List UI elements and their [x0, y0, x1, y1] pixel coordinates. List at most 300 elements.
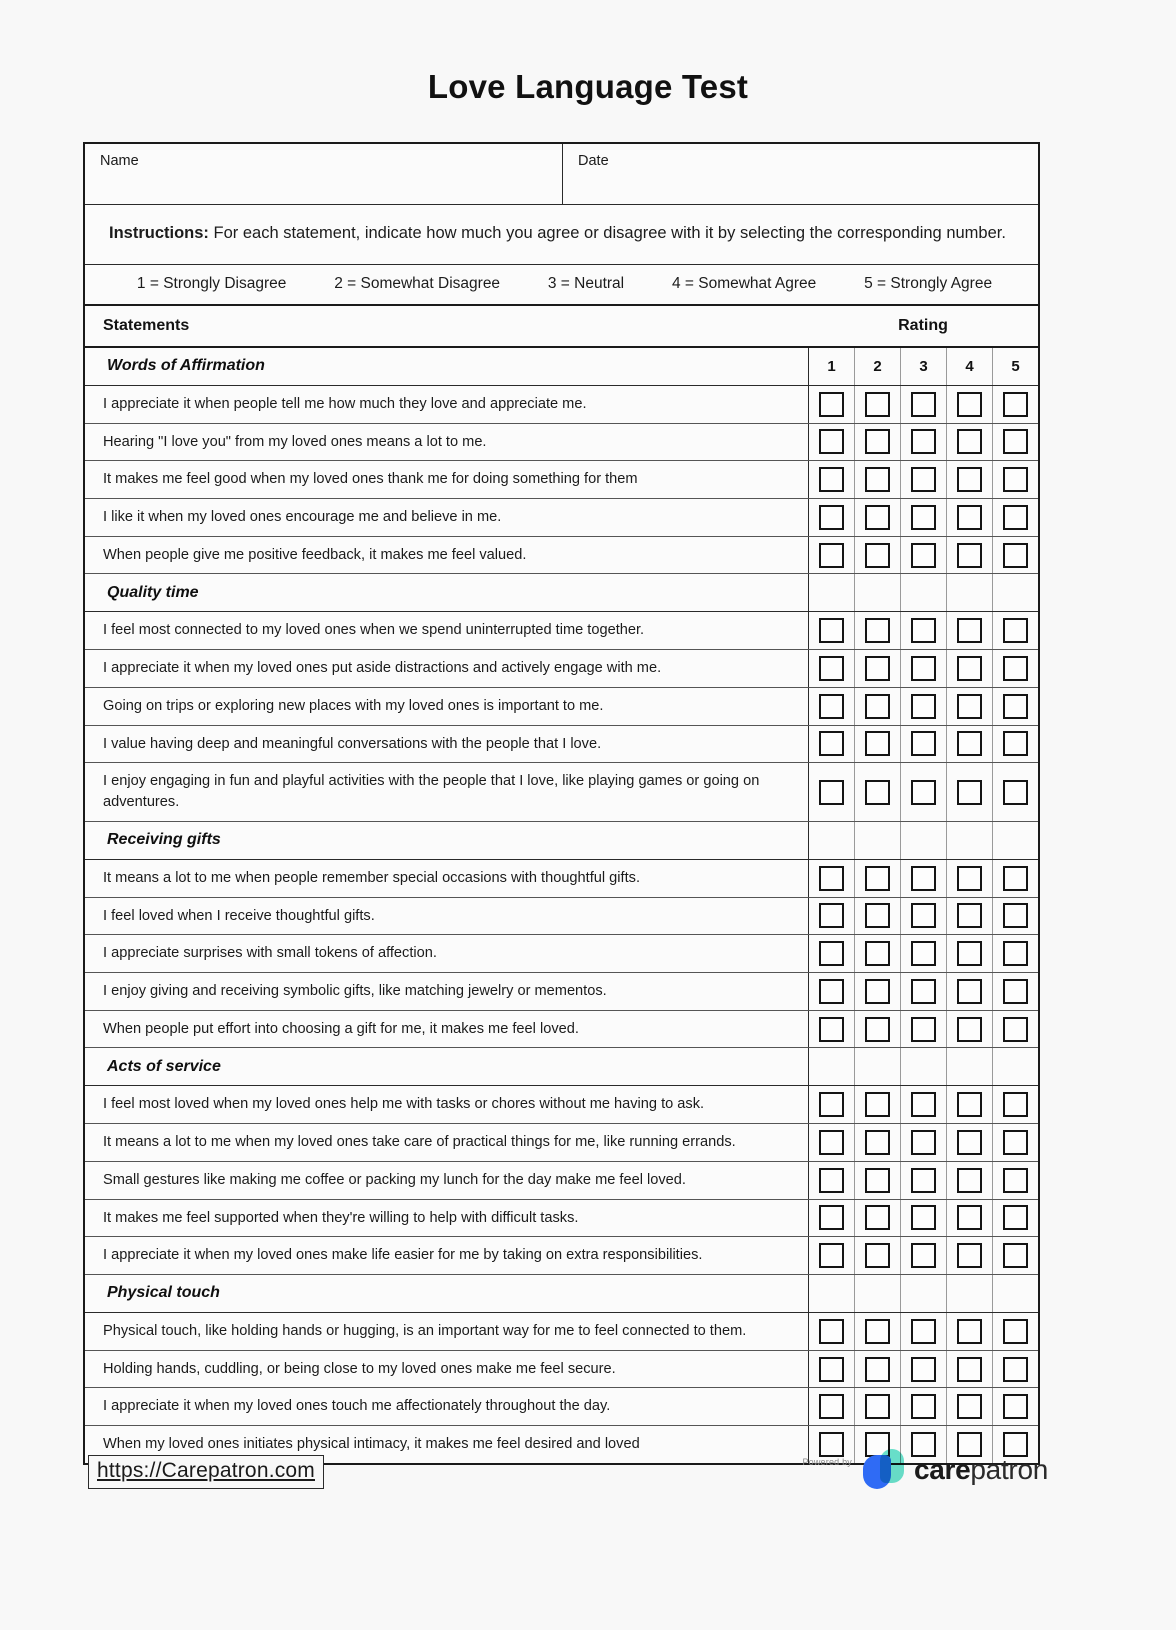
statement-text: Physical touch, like holding hands or hugging, is an important way for me to feel connected to them.: [103, 1322, 747, 1339]
rating-checkbox-5[interactable]: [1003, 429, 1028, 454]
rating-cells: [808, 1124, 1038, 1161]
rating-checkbox-3[interactable]: [911, 941, 936, 966]
rating-checkbox-2[interactable]: [865, 392, 890, 417]
rating-checkbox-1[interactable]: [819, 979, 844, 1004]
rating-cell-2[interactable]: [854, 1237, 900, 1274]
rating-spacer-cell: [854, 822, 900, 859]
rating-cell-4[interactable]: [946, 726, 992, 763]
rating-cell-2[interactable]: [854, 499, 900, 536]
rating-checkbox-2[interactable]: [865, 1357, 890, 1382]
rating-cells: [808, 1011, 1038, 1048]
rating-cell-1[interactable]: [808, 763, 854, 820]
rating-checkbox-4[interactable]: [957, 543, 982, 568]
date-field[interactable]: [563, 144, 1038, 204]
rating-cell-4[interactable]: [946, 424, 992, 461]
rating-cell-2[interactable]: [854, 1124, 900, 1161]
rating-cell-3[interactable]: [900, 612, 946, 649]
rating-cell-1[interactable]: [808, 650, 854, 687]
rating-checkbox-3[interactable]: [911, 1319, 936, 1344]
statements-header: Statements: [103, 316, 190, 334]
rating-checkbox-1[interactable]: [819, 780, 844, 805]
rating-checkbox-1[interactable]: [819, 656, 844, 681]
rating-cell-4[interactable]: [946, 537, 992, 574]
rating-checkbox-4[interactable]: [957, 392, 982, 417]
legend-item-4: 4 = Somewhat Agree: [671, 275, 817, 293]
rating-cell-5[interactable]: [992, 386, 1038, 423]
rating-cell-4[interactable]: [946, 860, 992, 897]
rating-spacer-cell: [900, 574, 946, 611]
rating-cell-1[interactable]: [808, 424, 854, 461]
rating-cell-5[interactable]: [992, 1313, 1038, 1350]
rating-cell-1[interactable]: [808, 1388, 854, 1425]
rating-checkbox-1[interactable]: [819, 731, 844, 756]
rating-checkbox-2[interactable]: [865, 780, 890, 805]
rating-cell-2[interactable]: [854, 935, 900, 972]
rating-cell-3[interactable]: [900, 1011, 946, 1048]
rating-checkbox-5[interactable]: [1003, 656, 1028, 681]
statement-row: [85, 1388, 1038, 1426]
rating-checkbox-4[interactable]: [957, 941, 982, 966]
rating-cell-3[interactable]: [900, 1200, 946, 1237]
rating-checkbox-3[interactable]: [911, 392, 936, 417]
rating-checkbox-3[interactable]: [911, 979, 936, 1004]
rating-spacer-cell: [808, 822, 854, 859]
statement-row: [85, 935, 1038, 973]
statement-text: Small gestures like making me coffee or packing my lunch for the day make me feel loved.: [103, 1171, 686, 1188]
section-title: Acts of service: [107, 1057, 221, 1075]
rating-cell-1[interactable]: [808, 688, 854, 725]
rating-cell-3[interactable]: [900, 1351, 946, 1388]
rating-checkbox-1[interactable]: [819, 1357, 844, 1382]
rating-checkbox-5[interactable]: [1003, 1243, 1028, 1268]
rating-cell-1[interactable]: [808, 860, 854, 897]
rating-checkbox-5[interactable]: [1003, 505, 1028, 530]
rating-cell-1[interactable]: [808, 1237, 854, 1274]
rating-checkbox-3[interactable]: [911, 903, 936, 928]
rating-cell-2[interactable]: [854, 461, 900, 498]
rating-spacer-cell: [946, 574, 992, 611]
rating-cell-2[interactable]: [854, 860, 900, 897]
rating-cell-5[interactable]: [992, 612, 1038, 649]
rating-cell-4[interactable]: [946, 1313, 992, 1350]
rating-spacer-cell: [808, 574, 854, 611]
rating-checkbox-3[interactable]: [911, 1092, 936, 1117]
rating-checkbox-3[interactable]: [911, 1017, 936, 1042]
rating-cell-3[interactable]: [900, 537, 946, 574]
rating-cell-2[interactable]: [854, 650, 900, 687]
rating-cells: [808, 1237, 1038, 1274]
rating-cell-4[interactable]: [946, 612, 992, 649]
statement-text: When people give me positive feedback, it makes me feel valued.: [103, 546, 527, 563]
rating-cells: [808, 461, 1038, 498]
rating-checkbox-3[interactable]: [911, 656, 936, 681]
rating-cell-3[interactable]: [900, 1313, 946, 1350]
rating-checkbox-4[interactable]: [957, 1319, 982, 1344]
rating-cell-4[interactable]: [946, 1124, 992, 1161]
rating-checkbox-4[interactable]: [957, 505, 982, 530]
rating-checkbox-5[interactable]: [1003, 1092, 1028, 1117]
rating-cell-4[interactable]: [946, 499, 992, 536]
rating-cell-2[interactable]: [854, 1351, 900, 1388]
rating-checkbox-4[interactable]: [957, 656, 982, 681]
rating-checkbox-3[interactable]: [911, 429, 936, 454]
rating-cell-2[interactable]: [854, 386, 900, 423]
rating-spacer-cell: [992, 1275, 1038, 1312]
rating-checkbox-5[interactable]: [1003, 731, 1028, 756]
rating-checkbox-1[interactable]: [819, 543, 844, 568]
rating-checkbox-4[interactable]: [957, 1168, 982, 1193]
rating-cell-3[interactable]: [900, 935, 946, 972]
rating-checkbox-3[interactable]: [911, 731, 936, 756]
rating-checkbox-2[interactable]: [865, 979, 890, 1004]
rating-cell-2[interactable]: [854, 898, 900, 935]
rating-checkbox-3[interactable]: [911, 1168, 936, 1193]
rating-cell-2[interactable]: [854, 973, 900, 1010]
rating-cell-5[interactable]: [992, 935, 1038, 972]
rating-checkbox-2[interactable]: [865, 1092, 890, 1117]
rating-cell-2[interactable]: [854, 1313, 900, 1350]
rating-cell-2[interactable]: [854, 763, 900, 820]
rating-checkbox-2[interactable]: [865, 429, 890, 454]
rating-cell-5[interactable]: [992, 763, 1038, 820]
rating-cell-1[interactable]: [808, 612, 854, 649]
rating-cells: [808, 612, 1038, 649]
carepatron-url-link[interactable]: https://Carepatron.com: [97, 1459, 315, 1482]
rating-cells: [808, 424, 1038, 461]
rating-cell-5[interactable]: [992, 1200, 1038, 1237]
rating-cell-5[interactable]: [992, 499, 1038, 536]
table-header-row: [85, 306, 1038, 348]
rating-checkbox-5[interactable]: [1003, 543, 1028, 568]
rating-checkbox-4[interactable]: [957, 903, 982, 928]
rating-checkbox-3[interactable]: [911, 694, 936, 719]
rating-checkbox-4[interactable]: [957, 1017, 982, 1042]
rating-cell-1[interactable]: [808, 499, 854, 536]
rating-cell-1[interactable]: [808, 1351, 854, 1388]
rating-cell-1[interactable]: [808, 973, 854, 1010]
rating-cell-1[interactable]: [808, 1124, 854, 1161]
rating-cell-4[interactable]: [946, 973, 992, 1010]
rating-checkbox-5[interactable]: [1003, 618, 1028, 643]
rating-cell-2[interactable]: [854, 537, 900, 574]
rating-cell-2[interactable]: [854, 612, 900, 649]
statement-row: [85, 1237, 1038, 1275]
rating-cell-4[interactable]: [946, 763, 992, 820]
rating-cell-3[interactable]: [900, 898, 946, 935]
rating-cell-2[interactable]: [854, 688, 900, 725]
rating-checkbox-4[interactable]: [957, 1357, 982, 1382]
rating-cell-3[interactable]: [900, 499, 946, 536]
rating-checkbox-3[interactable]: [911, 1243, 936, 1268]
rating-cell-5[interactable]: [992, 650, 1038, 687]
rating-spacer-cell: [900, 822, 946, 859]
legend-item-5: 5 = Strongly Agree: [864, 275, 993, 293]
name-field[interactable]: [85, 144, 563, 204]
rating-checkbox-5[interactable]: [1003, 941, 1028, 966]
rating-cell-1[interactable]: [808, 898, 854, 935]
rating-cell-5[interactable]: [992, 537, 1038, 574]
rating-checkbox-1[interactable]: [819, 1168, 844, 1193]
rating-checkbox-2[interactable]: [865, 1130, 890, 1155]
rating-cell-3[interactable]: [900, 763, 946, 820]
rating-cell-5[interactable]: [992, 688, 1038, 725]
rating-cell-4[interactable]: [946, 1351, 992, 1388]
rating-cell-1[interactable]: [808, 1200, 854, 1237]
rating-checkbox-1[interactable]: [819, 1243, 844, 1268]
rating-checkbox-4[interactable]: [957, 979, 982, 1004]
rating-cell-4[interactable]: [946, 1162, 992, 1199]
statement-text: When my loved ones initiates physical intimacy, it makes me feel desired and loved: [103, 1436, 640, 1453]
rating-number-header: 5: [992, 348, 1038, 385]
rating-cell-1[interactable]: [808, 1313, 854, 1350]
rating-checkbox-3[interactable]: [911, 1130, 936, 1155]
rating-checkbox-4[interactable]: [957, 1243, 982, 1268]
rating-cells: [808, 860, 1038, 897]
rating-checkbox-3[interactable]: [911, 1394, 936, 1419]
rating-checkbox-5[interactable]: [1003, 694, 1028, 719]
rating-checkbox-5[interactable]: [1003, 392, 1028, 417]
section-rating-cells: [808, 1275, 1038, 1312]
rating-checkbox-4[interactable]: [957, 780, 982, 805]
rating-cell-5[interactable]: [992, 461, 1038, 498]
section-rating-cells: [808, 348, 1038, 385]
section-rating-cells: [808, 574, 1038, 611]
rating-cell-1[interactable]: [808, 1086, 854, 1123]
rating-checkbox-5[interactable]: [1003, 979, 1028, 1004]
statement-row: [85, 1162, 1038, 1200]
name-label: Name: [100, 153, 139, 169]
rating-cell-5[interactable]: [992, 1237, 1038, 1274]
rating-cell-4[interactable]: [946, 1237, 992, 1274]
rating-checkbox-3[interactable]: [911, 505, 936, 530]
rating-checkbox-5[interactable]: [1003, 1319, 1028, 1344]
section-header-row: [85, 1275, 1038, 1313]
rating-cell-5[interactable]: [992, 1011, 1038, 1048]
rating-cell-1[interactable]: [808, 935, 854, 972]
carepatron-brand: [802, 1449, 1048, 1491]
rating-spacer-cell: [854, 1275, 900, 1312]
rating-checkbox-4[interactable]: [957, 618, 982, 643]
rating-checkbox-2[interactable]: [865, 1017, 890, 1042]
rating-cell-2[interactable]: [854, 726, 900, 763]
statement-row: [85, 386, 1038, 424]
rating-checkbox-3[interactable]: [911, 866, 936, 891]
rating-checkbox-1[interactable]: [819, 1092, 844, 1117]
rating-cell-4[interactable]: [946, 688, 992, 725]
statement-row: [85, 1313, 1038, 1351]
rating-cell-3[interactable]: [900, 386, 946, 423]
rating-checkbox-5[interactable]: [1003, 1357, 1028, 1382]
rating-cell-1[interactable]: [808, 1162, 854, 1199]
statement-row: [85, 537, 1038, 575]
rating-checkbox-2[interactable]: [865, 656, 890, 681]
rating-checkbox-2[interactable]: [865, 1243, 890, 1268]
rating-cell-3[interactable]: [900, 860, 946, 897]
rating-cell-4[interactable]: [946, 650, 992, 687]
rating-checkbox-2[interactable]: [865, 467, 890, 492]
rating-cell-2[interactable]: [854, 1086, 900, 1123]
carepatron-logo-icon: [863, 1449, 905, 1491]
rating-cell-3[interactable]: [900, 461, 946, 498]
rating-cell-4[interactable]: [946, 1200, 992, 1237]
rating-cell-2[interactable]: [854, 1011, 900, 1048]
rating-cell-5[interactable]: [992, 1124, 1038, 1161]
rating-checkbox-3[interactable]: [911, 780, 936, 805]
rating-checkbox-4[interactable]: [957, 1130, 982, 1155]
rating-cell-3[interactable]: [900, 726, 946, 763]
rating-cell-3[interactable]: [900, 1237, 946, 1274]
rating-checkbox-2[interactable]: [865, 903, 890, 928]
statement-row: [85, 688, 1038, 726]
statement-row: [85, 650, 1038, 688]
rating-checkbox-4[interactable]: [957, 866, 982, 891]
rating-cell-2[interactable]: [854, 424, 900, 461]
rating-cell-5[interactable]: [992, 973, 1038, 1010]
section-header-row: [85, 1048, 1038, 1086]
rating-checkbox-5[interactable]: [1003, 1394, 1028, 1419]
rating-cell-3[interactable]: [900, 1388, 946, 1425]
rating-checkbox-1[interactable]: [819, 1205, 844, 1230]
statement-text: I appreciate it when my loved ones put aside distractions and actively engage with me.: [103, 660, 662, 677]
rating-checkbox-1[interactable]: [819, 941, 844, 966]
rating-cell-3[interactable]: [900, 688, 946, 725]
rating-spacer-cell: [946, 822, 992, 859]
rating-checkbox-1[interactable]: [819, 1394, 844, 1419]
rating-cell-3[interactable]: [900, 424, 946, 461]
rating-checkbox-4[interactable]: [957, 694, 982, 719]
rating-cell-3[interactable]: [900, 1162, 946, 1199]
rating-checkbox-5[interactable]: [1003, 1205, 1028, 1230]
rating-checkbox-2[interactable]: [865, 1168, 890, 1193]
rating-cells: [808, 537, 1038, 574]
rating-cell-1[interactable]: [808, 726, 854, 763]
rating-cell-5[interactable]: [992, 860, 1038, 897]
rating-cell-4[interactable]: [946, 461, 992, 498]
rating-cell-1[interactable]: [808, 537, 854, 574]
statement-row: [85, 499, 1038, 537]
legend-item-3: 3 = Neutral: [547, 275, 625, 293]
section-title: Quality time: [107, 583, 199, 601]
rating-checkbox-4[interactable]: [957, 1205, 982, 1230]
statement-text: It means a lot to me when people remember special occasions with thoughtful gifts.: [103, 869, 641, 886]
rating-cells: [808, 763, 1038, 820]
rating-cell-2[interactable]: [854, 1388, 900, 1425]
rating-checkbox-4[interactable]: [957, 429, 982, 454]
rating-cell-3[interactable]: [900, 973, 946, 1010]
page-footer: [0, 1455, 1176, 1525]
rating-checkbox-2[interactable]: [865, 1394, 890, 1419]
rating-cell-3[interactable]: [900, 650, 946, 687]
rating-checkbox-5[interactable]: [1003, 903, 1028, 928]
rating-checkbox-1[interactable]: [819, 618, 844, 643]
statement-row: [85, 898, 1038, 936]
rating-spacer-cell: [808, 1048, 854, 1085]
rating-cell-1[interactable]: [808, 386, 854, 423]
rating-checkbox-1[interactable]: [819, 903, 844, 928]
rating-checkbox-3[interactable]: [911, 467, 936, 492]
rating-cell-4[interactable]: [946, 1011, 992, 1048]
statement-text: I appreciate surprises with small tokens of affection.: [103, 945, 437, 962]
rating-checkbox-3[interactable]: [911, 543, 936, 568]
rating-cell-3[interactable]: [900, 1086, 946, 1123]
statement-text: Holding hands, cuddling, or being close to my loved ones make me feel secure.: [103, 1360, 616, 1377]
rating-checkbox-1[interactable]: [819, 429, 844, 454]
rating-checkbox-3[interactable]: [911, 618, 936, 643]
rating-checkbox-5[interactable]: [1003, 866, 1028, 891]
rating-cells: [808, 1351, 1038, 1388]
rating-cell-5[interactable]: [992, 1162, 1038, 1199]
statement-text: I feel most connected to my loved ones when we spend uninterrupted time together.: [103, 622, 645, 639]
rating-checkbox-2[interactable]: [865, 941, 890, 966]
rating-checkbox-1[interactable]: [819, 694, 844, 719]
rating-checkbox-4[interactable]: [957, 1394, 982, 1419]
rating-cell-4[interactable]: [946, 935, 992, 972]
rating-cells: [808, 935, 1038, 972]
rating-checkbox-1[interactable]: [819, 1319, 844, 1344]
rating-checkbox-4[interactable]: [957, 1092, 982, 1117]
rating-checkbox-5[interactable]: [1003, 467, 1028, 492]
rating-checkbox-1[interactable]: [819, 505, 844, 530]
rating-checkbox-1[interactable]: [819, 467, 844, 492]
rating-checkbox-1[interactable]: [819, 392, 844, 417]
rating-cell-4[interactable]: [946, 386, 992, 423]
rating-checkbox-2[interactable]: [865, 866, 890, 891]
rating-cell-4[interactable]: [946, 1086, 992, 1123]
rating-checkbox-2[interactable]: [865, 731, 890, 756]
rating-checkbox-2[interactable]: [865, 694, 890, 719]
statement-row: [85, 726, 1038, 764]
rating-cell-5[interactable]: [992, 898, 1038, 935]
rating-cell-5[interactable]: [992, 1086, 1038, 1123]
rating-checkbox-3[interactable]: [911, 1357, 936, 1382]
section-title: Receiving gifts: [107, 831, 221, 849]
rating-checkbox-2[interactable]: [865, 1319, 890, 1344]
rating-checkbox-2[interactable]: [865, 505, 890, 530]
rating-checkbox-2[interactable]: [865, 618, 890, 643]
rating-checkbox-2[interactable]: [865, 1205, 890, 1230]
rating-cell-1[interactable]: [808, 1011, 854, 1048]
rating-checkbox-1[interactable]: [819, 1017, 844, 1042]
rating-cell-5[interactable]: [992, 1388, 1038, 1425]
rating-checkbox-5[interactable]: [1003, 1168, 1028, 1193]
carepatron-url-box[interactable]: [88, 1455, 324, 1489]
rating-number-header: 3: [900, 348, 946, 385]
rating-checkbox-3[interactable]: [911, 1205, 936, 1230]
rating-cell-5[interactable]: [992, 726, 1038, 763]
legend-item-1: 1 = Strongly Disagree: [136, 275, 287, 293]
rating-legend: [85, 265, 1038, 306]
rating-checkbox-4[interactable]: [957, 467, 982, 492]
rating-checkbox-5[interactable]: [1003, 780, 1028, 805]
instructions-text: For each statement, indicate how much you agree or disagree with it by selecting the corresponding number.: [208, 224, 1006, 242]
rating-cell-1[interactable]: [808, 461, 854, 498]
rating-cell-5[interactable]: [992, 1351, 1038, 1388]
rating-checkbox-5[interactable]: [1003, 1017, 1028, 1042]
rating-cell-4[interactable]: [946, 898, 992, 935]
rating-checkbox-2[interactable]: [865, 543, 890, 568]
rating-checkbox-1[interactable]: [819, 866, 844, 891]
rating-cell-2[interactable]: [854, 1200, 900, 1237]
rating-checkbox-4[interactable]: [957, 731, 982, 756]
rating-checkbox-1[interactable]: [819, 1130, 844, 1155]
rating-cell-2[interactable]: [854, 1162, 900, 1199]
rating-cell-5[interactable]: [992, 424, 1038, 461]
rating-cell-4[interactable]: [946, 1388, 992, 1425]
rating-checkbox-5[interactable]: [1003, 1130, 1028, 1155]
rating-number-header: 2: [854, 348, 900, 385]
rating-cell-3[interactable]: [900, 1124, 946, 1161]
statement-text: I value having deep and meaningful conversations with the people that I love.: [103, 735, 602, 752]
